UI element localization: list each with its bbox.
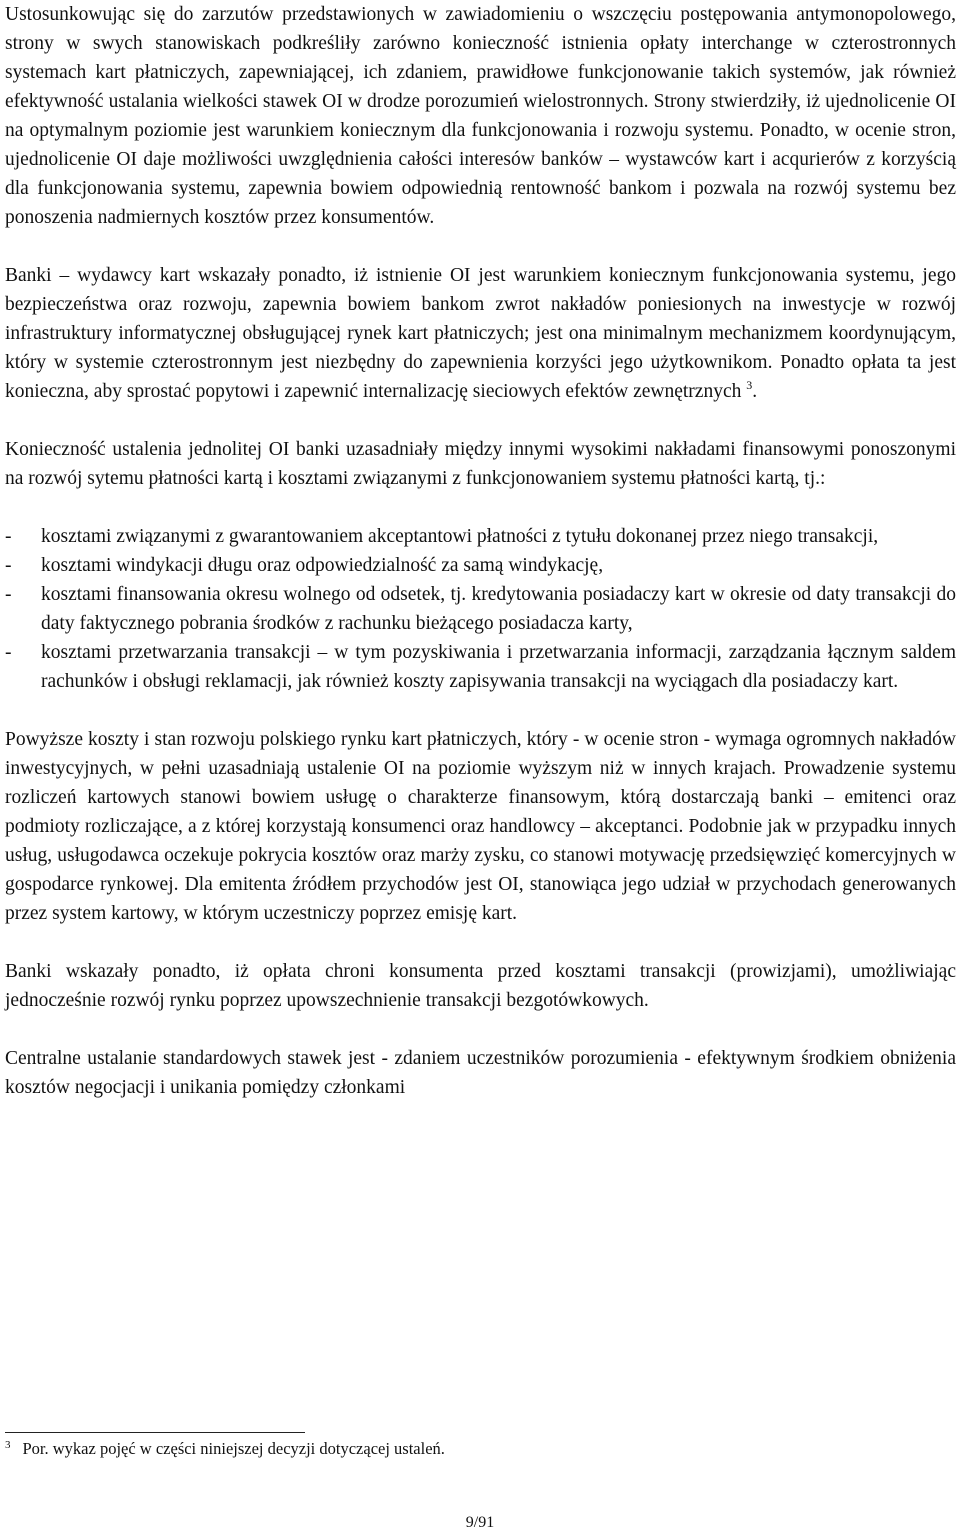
paragraph-4: Powyższe koszty i stan rozwoju polskiego rynku kart płatniczych, który - w ocenie stron - wymaga ogromnych nakładów inwestycyjnych, w pełni uzasadniają ustalenie OI na poziomie wyższym niż w innych krajach. Prowadzenie systemu rozliczeń kartowych stanowi bowiem usługę o charakterze finansowym, którą dostarczają banki – emitenci oraz podmioty rozliczające, a z której korzystają konsumenci oraz handlowcy – akceptanci. Podobnie jak w przypadku innych usług, usługodawca oczekuje pokrycia kosztów oraz marży zysku, co stanowi motywację przedsięwzięć komercyjnych w gospodarce rynkowej. Dla emitenta źródłem przychodów jest OI, stanowiąca jego udział w przychodach generowanych przez system kartowy, w którym uczestniczy poprzez emisję kart.	[5, 729, 956, 924]
list-marker: -	[5, 584, 12, 605]
list-item-text: kosztami przetwarzania transakcji – w tym pozyskiwania i przetwarzania informacji, zarządzania łącznym saldem rachunków i obsługi reklamacji, jak również koszty zapisywania transakcji na wyciągach dla posiadaczy kart.	[41, 642, 956, 692]
list-item	[5, 522, 956, 551]
paragraph-2	[5, 261, 956, 406]
list-item-text: kosztami związanymi z gwarantowaniem akceptantowi płatności z tytułu dokonanej przez niego transakcji,	[41, 526, 879, 547]
paragraph-1: Ustosunkowując się do zarzutów przedstawionych w zawiadomieniu o wszczęciu postępowania antymonopolowego, strony w swych stanowiskach podkreśliły zarówno konieczność istnienia opłaty interchange w czterostronnych systemach kart płatniczych, zapewniającej, ich zdaniem, prawidłowe funkcjonowanie takich systemów, jak również efektywność ustalania wielkości stawek OI w drodze porozumień wielostronnych. Strony stwierdziły, iż ujednolicenie OI na optymalnym poziomie jest warunkiem koniecznym dla funkcjonowania i rozwoju systemu. Ponadto, w ocenie stron, ujednolicenie OI daje możliwości uwzględnienia całości interesów banków – wystawców kart i acqurierów z korzyścią dla funkcjonowania systemu, zapewnia bowiem odpowiednią rentowność bankom i pozwala na rozwój systemu bez ponoszenia nadmiernych kosztów przez konsumentów.	[5, 4, 956, 228]
list-item-text: kosztami finansowania okresu wolnego od odsetek, tj. kredytowania posiadaczy kart w okresie od daty transakcji do daty faktycznego pobrania środków z rachunku bieżącego posiadacza karty,	[41, 584, 956, 634]
document-body	[5, 0, 956, 1102]
footnote-reference: 3	[746, 378, 753, 392]
footnote	[5, 1438, 905, 1460]
paragraph-3: Konieczność ustalenia jednolitej OI banki uzasadniały między innymi wysokimi nakładami finansowymi ponoszonymi na rozwój sytemu płatności kartą i kosztami związanymi z funkcjonowaniem systemu płatności kartą, tj.:	[5, 439, 956, 489]
paragraph-5: Banki wskazały ponadto, iż opłata chroni konsumenta przed kosztami transakcji (prowizjami), umożliwiając jednocześnie rozwój rynku poprzez upowszechnienie transakcji bezgotówkowych.	[5, 961, 956, 1011]
paragraph-2-text: Banki – wydawcy kart wskazały ponadto, iż istnienie OI jest warunkiem koniecznym funkcjonowania systemu, jego bezpieczeństwa oraz rozwoju, zapewnia bowiem bankom zwrot nakładów poniesionych na inwestycje w rozwój infrastruktury informatycznej obsługującej rynek kart płatniczych; jest ona minimalnym mechanizmem koordynującym, który w systemie czterostronnym jest niezbędny do zapewnienia korzyści jego użytkownikom. Ponadto opłata ta jest konieczna, aby sprostać popytowi i zapewnić internalizację sieciowych efektów zewnętrznych	[5, 265, 956, 402]
cost-list	[5, 522, 956, 696]
footnote-number: 3	[5, 1439, 11, 1451]
list-marker: -	[5, 555, 12, 576]
footnote-divider	[5, 1432, 305, 1433]
list-marker: -	[5, 642, 12, 663]
paragraph-2-end: .	[752, 381, 758, 402]
list-item	[5, 551, 956, 580]
list-item	[5, 638, 956, 696]
footnote-text: Por. wykaz pojęć w części niniejszej decyzji dotyczącej ustaleń.	[22, 1439, 445, 1458]
list-marker: -	[5, 526, 12, 547]
list-item	[5, 580, 956, 638]
paragraph-6: Centralne ustalanie standardowych stawek jest - zdaniem uczestników porozumienia - efektywnym środkiem obniżenia kosztów negocjacji i unikania pomiędzy członkami	[5, 1048, 956, 1098]
list-item-text: kosztami windykacji długu oraz odpowiedzialność za samą windykację,	[41, 555, 604, 576]
page-number: 9/91	[465, 1514, 495, 1531]
